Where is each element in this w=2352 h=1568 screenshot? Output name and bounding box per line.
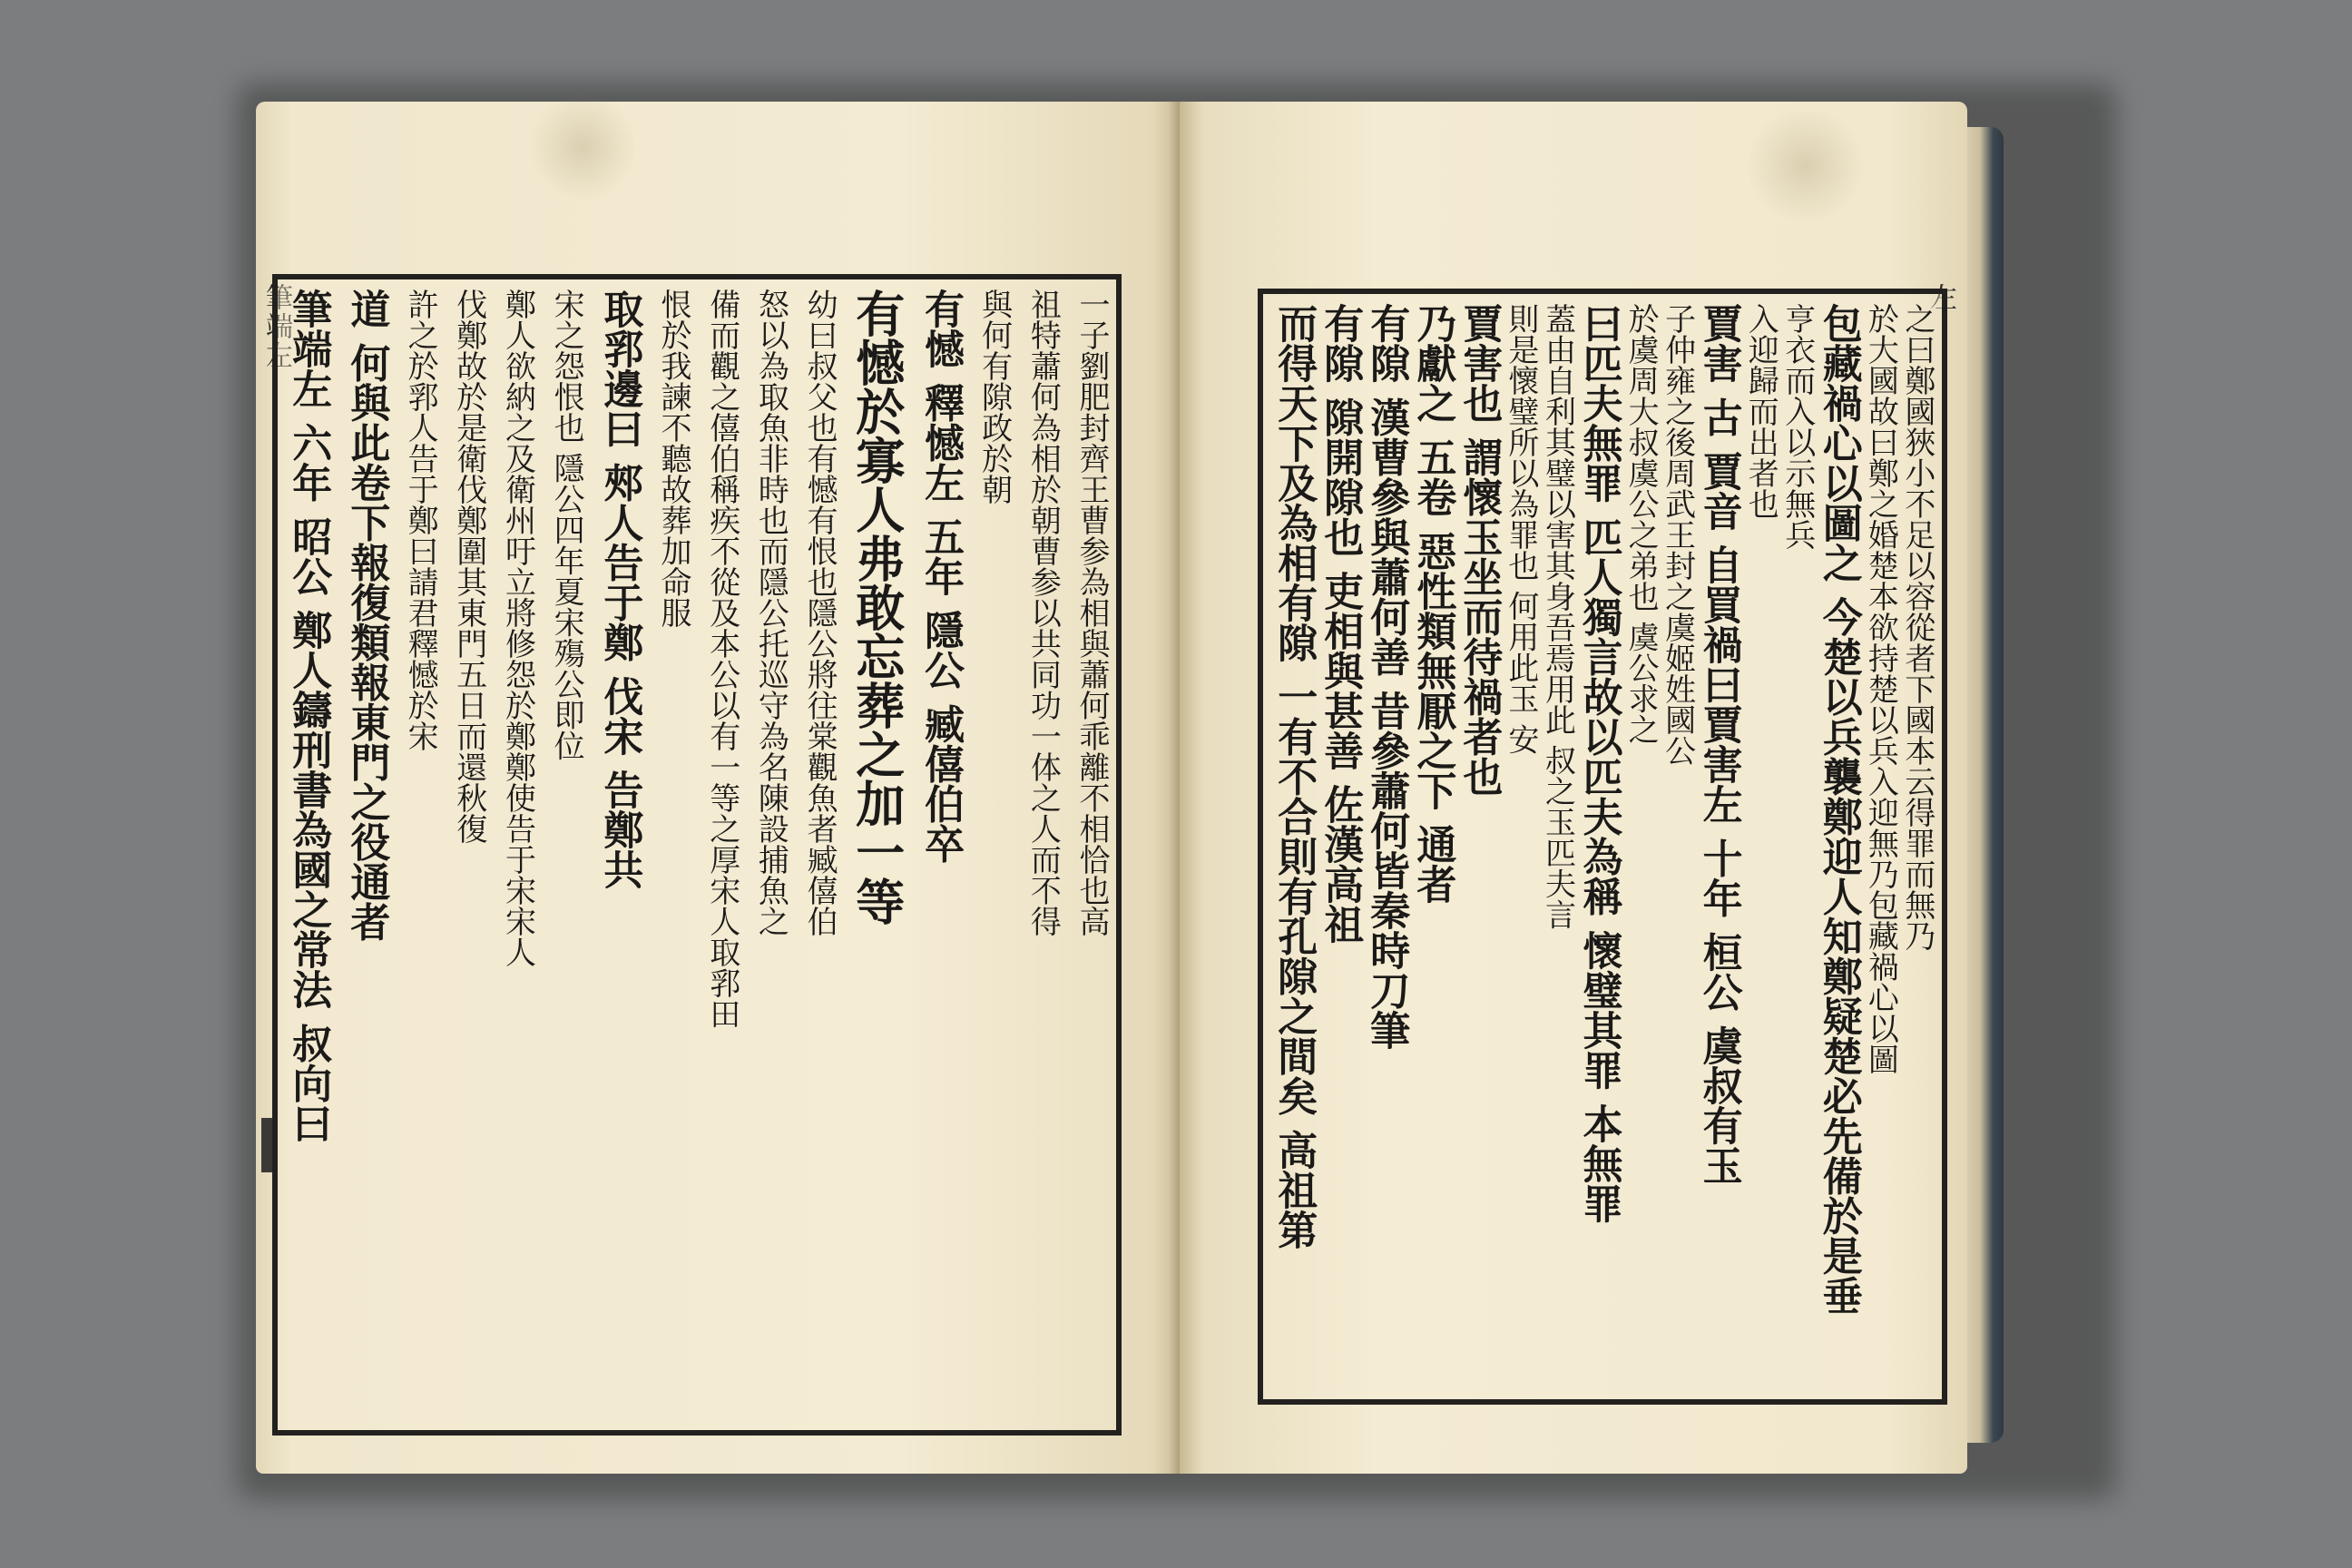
text-column: 筆端左 六年 昭公 鄭人鑄刑書為國之常法 叔向曰 — [285, 289, 332, 1143]
right-page — [1180, 102, 1967, 1474]
text-column: 亨衣而入以示無兵 — [1779, 303, 1816, 550]
right-columns — [1270, 303, 1936, 1390]
text-column: 有憾於寡人弗敢忘葬之加一等 — [848, 289, 906, 926]
paper-stain — [1742, 111, 1869, 220]
text-column: 於虞周大叔虞公之弟也 虞公求之 — [1622, 303, 1660, 745]
text-column: 宋之怨恨也 隱公四年夏宋殤公即位 — [548, 289, 585, 761]
text-column: 入迎歸而出者也 — [1742, 303, 1779, 519]
text-column: 於大國故曰鄭之婚楚本欲持楚以兵入迎無乃包藏禍心以圖 — [1862, 303, 1899, 1074]
paper-stain — [528, 93, 637, 201]
right-margin-title: 左 — [1925, 283, 1956, 312]
left-columns — [285, 289, 1110, 1421]
text-column: 許之於郛人告于鄭曰請君釋憾於宋 — [402, 289, 439, 751]
text-column: 取郛邊曰 郟人告于鄭 伐宋 告鄭共 — [596, 289, 643, 889]
text-column: 而得天下及為相有隙 一有不合則有孔隙之間矣 高祖第 — [1270, 303, 1318, 1250]
text-column: 恨於我諫不聽故葬加命服 — [655, 289, 691, 628]
text-column: 有隙 隙開隙也 吏相與甚善 佐漢高祖 — [1317, 303, 1364, 944]
left-text-frame — [272, 274, 1122, 1436]
left-margin-title: 筆端左 — [260, 283, 292, 370]
text-column: 備而觀之僖伯稱疾不從及本公以有一等之厚宋人取郛田 — [703, 289, 740, 1029]
text-column: 祖特蕭何為相於朝曹参以共同功一体之人而不得 — [1024, 289, 1062, 936]
text-column: 曰匹夫無罪 匹人獨言故以匹夫為稱 懷璧其罪 本無罪 — [1575, 303, 1622, 1223]
text-column: 有憾 釋憾左 五年 隱公 臧僖伯卒 — [916, 289, 964, 864]
text-column: 之曰鄭國狹小不足以容從者下國本云得罪而無乃 — [1898, 303, 1936, 951]
text-column: 道 何與此卷下報復類報東門之役通者 — [343, 289, 390, 942]
text-column: 鄭人欲納之及衛州吁立將修怨於鄭鄭使告于宋宋人 — [499, 289, 536, 967]
text-column: 蓋由自利其璧以害其身吾焉用此 叔之玉匹夫言 — [1539, 303, 1576, 930]
text-column: 幼曰叔父也有憾有恨也隱公將往棠觀魚者臧僖伯 — [801, 289, 838, 936]
text-column: 與何有隙政於朝 — [975, 289, 1013, 505]
text-column: 一子劉肥封齊王曹参為相與蕭何乖離不相恰也高 — [1073, 289, 1110, 936]
text-column: 伐鄭故於是衛伐鄭圍其東門五日而還秋復 — [450, 289, 487, 844]
text-column: 則是懷璧所以為罪也 何用此玉 安 — [1502, 303, 1539, 755]
text-column: 賈害也 謂懷玉坐而待禍者也 — [1455, 303, 1503, 797]
left-page — [256, 102, 1180, 1474]
text-column: 包藏禍心以圖之 今楚以兵襲鄭迎人知鄭疑楚必先備於是垂 — [1815, 303, 1862, 1316]
right-text-frame — [1258, 289, 1947, 1405]
text-column: 賈害 古 賈音 自買禍曰賈害左 十年 桓公 虞叔有玉 — [1695, 303, 1742, 1185]
text-column: 子仲雍之後周武王封之虞姬姓國公 — [1659, 303, 1696, 766]
text-column: 有隙 漢曹參與蕭何善 昔參蕭何皆秦時刀筆 — [1363, 303, 1410, 1050]
text-column: 怒以為取魚非時也而隱公托巡守為名陳設捕魚之 — [752, 289, 789, 936]
text-column: 乃獻之 五卷 惡性類無厭之下 通者 — [1409, 303, 1456, 904]
